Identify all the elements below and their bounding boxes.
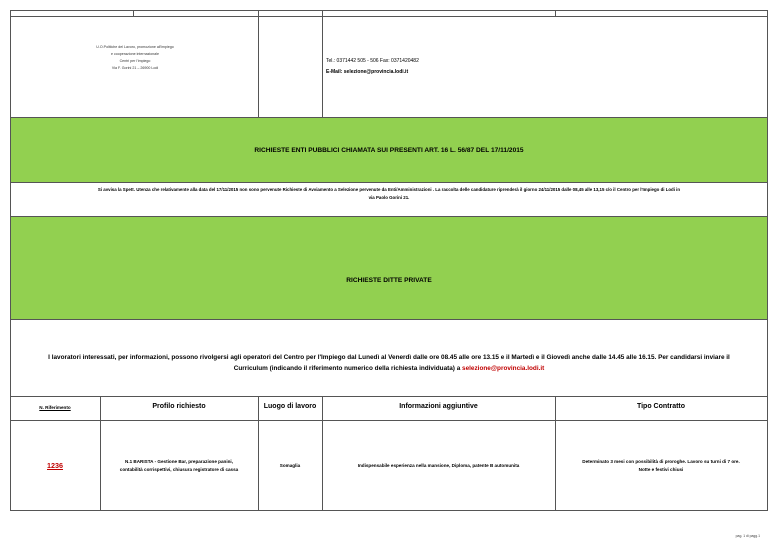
notice-line-1: Si avvisa la Spett. Utenza che relativamente alla data del 17/11/2015 non sono pervenute Richieste di Avviamento a Selezione pervenute da Enti/Amministrazioni . La raccolta delle candidature riprenderà il giorno 24/11/2015 dalle 08,45 alle 13,15 c/o il Centro per l'Impiego di Lodi in [97,187,681,192]
contact-info [326,56,576,78]
header-contract: Tipo Contratto [636,403,686,410]
header-location: Luogo di lavoro [263,403,317,410]
page-number: pag. 1 di pagg.1 [735,534,760,538]
row-location: Somaglia [279,462,301,468]
row-profile [100,421,258,510]
notice-line-2: via Paolo Gorini 21. [368,195,410,200]
profile-line-2: contabilità corrispettivi, chiusura registratore di cassa [119,466,239,472]
profile-line-1: N.1 BARISTA - Gestione Bar, preparazione panini, [125,458,233,464]
email-contact: E-Mail: selezione@provincia.lodi.it [326,69,409,75]
header-additional: Informazioni aggiuntive [399,403,478,410]
table-top-border [10,396,768,397]
header-divider-1 [258,10,259,117]
top-row-border [10,16,768,17]
office-line-1: U.O.Politiche del Lavoro, promozione all'impiego [96,45,174,49]
info-line-1: I lavoratori interessati, per informazioni, possono rivolgersi agli operatori del Centro per l'Impiego dal Lunedì al Venerdì dalle ore 08.45 alle ore 13.15 e il Martedì e il Giovedì anche dalle 14.45 alle 16.15. Per candidarsi inviare il [48,354,730,361]
private-banner [10,216,768,320]
office-line-4: Via F. Gorini 21 – 26900 Lodi [111,66,159,70]
private-title: RICHIESTE DITTE PRIVATE [346,277,432,284]
top-row-divider-2 [555,10,556,16]
top-row-divider [133,10,134,16]
phone-fax: Tel.: 0371442 505 - 506 Fax: 0371420482 [326,58,419,64]
contract-line-2: Notte e festivi chiusi [638,466,684,472]
row-contract [555,421,767,510]
office-line-3: Centri per l'impiego [119,59,151,63]
top-border [10,10,768,11]
header-divider-2 [322,10,323,117]
row-additional: Indispensabile esperienza nella mansione, Diploma, patente B automunita [357,462,520,468]
info-text [12,352,766,374]
info-line-2-prefix: Curriculum (indicando il riferimento numerico della richiesta individuata) a [233,365,463,372]
contract-line-1: Determinato 3 mesi con possibilità di proroghe. Lavoro su turni di 7 ore. [582,458,740,464]
application-email[interactable]: selezione@provincia.lodi.it [462,365,545,372]
header-profile: Profilo richiesto [152,403,206,410]
table-row [10,421,100,510]
office-line-2: e cooperazione internazionale [111,52,159,56]
table-bottom-border [10,510,768,511]
row-ref[interactable]: 1236 [47,460,63,470]
public-title: RICHIESTE ENTI PUBBLICI CHIAMATA SUI PRESENTI ART. 16 L. 56/87 DEL 17/11/2015 [254,147,524,154]
header-left-border [10,10,11,117]
office-address [60,44,210,72]
notice-text [12,186,766,202]
header-ref: N. Riferimento [39,405,71,410]
info-line-2 [12,363,766,374]
